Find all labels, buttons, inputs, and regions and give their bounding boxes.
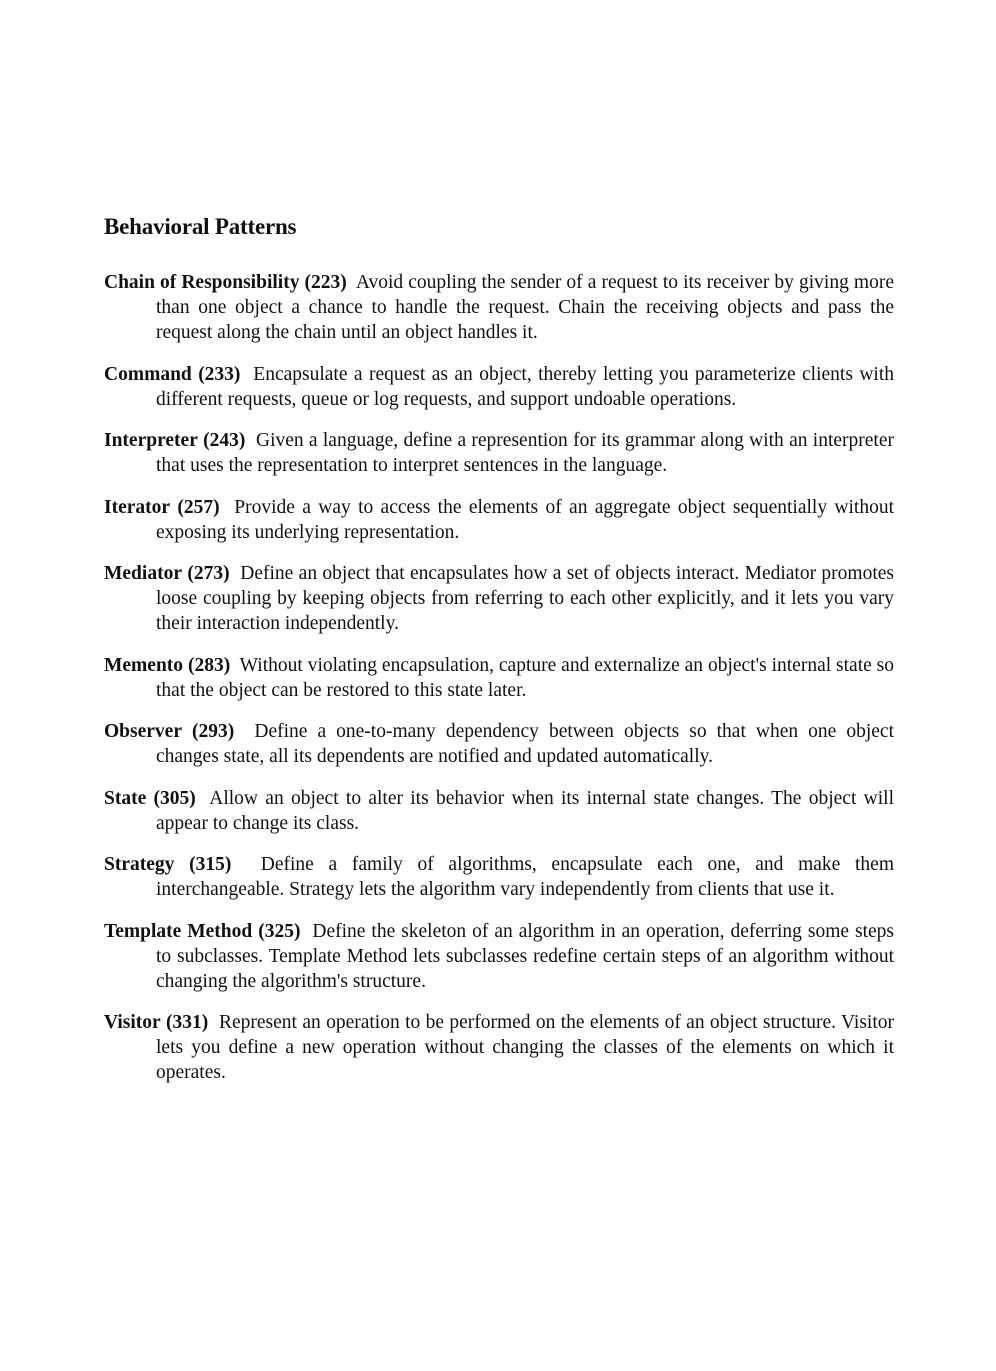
pattern-page-ref: (325)	[258, 920, 301, 942]
pattern-entry-iterator	[104, 495, 894, 545]
pattern-entry-template-method	[104, 919, 894, 994]
pattern-description: Define a one-to-many dependency between objects so that when one object changes state, all its dependents are notified and updated automatically.	[156, 721, 895, 767]
section-heading: Behavioral Patterns	[104, 214, 297, 239]
pattern-page-ref: (257)	[177, 496, 220, 518]
pattern-description: Allow an object to alter its behavior when its internal state changes. The object will appear to change its class.	[156, 787, 894, 834]
pattern-entry-command	[104, 362, 894, 412]
pattern-description: Define the skeleton of an algorithm in an operation, deferring some steps to subclasses. Template Method lets subclasses redefine certain steps of an algorithm without changing the algorithm's structure.	[156, 920, 895, 992]
pattern-description: Given a language, define a represention for its grammar along with an interpreter that uses the representation to interpret sentences in the language.	[156, 430, 894, 476]
pattern-page-ref: (305)	[153, 787, 196, 809]
pattern-description: Provide a way to access the elements of an aggregate object sequentially without exposing its underlying representation.	[156, 496, 894, 543]
pattern-name: Mediator	[104, 563, 182, 584]
pattern-page-ref: (243)	[203, 430, 246, 451]
pattern-entry-visitor	[104, 1010, 894, 1085]
pattern-page-ref: (293)	[192, 721, 235, 742]
pattern-description: Define an object that encapsulates how a set of objects interact. Mediator promotes loose coupling by keeping objects from referring to each other explicitly, and it lets you vary their interaction independently.	[156, 563, 894, 634]
pattern-list	[104, 270, 894, 1102]
pattern-page-ref: (283)	[187, 654, 231, 676]
pattern-description: Define a family of algorithms, encapsulate each one, and make them interchangeable. Strategy lets the algorithm vary independently from clients that use it.	[156, 854, 894, 900]
pattern-page-ref: (223)	[304, 272, 347, 293]
pattern-entry-observer	[104, 719, 894, 769]
pattern-entry-state	[104, 786, 894, 836]
pattern-name: Visitor	[104, 1012, 161, 1033]
pattern-description: Represent an operation to be performed on the elements of an object structure. Visitor lets you define a new operation without changing the classes of the elements on which it operates.	[156, 1012, 895, 1083]
pattern-name: Command	[104, 363, 192, 385]
pattern-name: Interpreter	[104, 430, 198, 451]
pattern-description: Without violating encapsulation, capture and externalize an object's internal state so that the object can be restored to this state later.	[156, 654, 895, 701]
pattern-name: Memento	[104, 654, 184, 676]
pattern-entry-chain-of-responsibility	[104, 270, 894, 345]
pattern-name: Iterator	[104, 496, 171, 518]
pattern-name: Strategy	[104, 854, 175, 875]
pattern-entry-interpreter	[104, 428, 894, 478]
pattern-entry-mediator	[104, 561, 894, 636]
pattern-description: Encapsulate a request as an object, thereby letting you parameterize clients with different requests, queue or log requests, and support undoable operations.	[156, 363, 895, 410]
pattern-name: State	[104, 787, 147, 809]
pattern-entry-strategy	[104, 852, 894, 902]
pattern-entry-memento	[104, 653, 894, 703]
pattern-name: Observer	[104, 721, 182, 742]
pattern-page-ref: (315)	[189, 854, 232, 875]
pattern-description: Avoid coupling the sender of a request to its receiver by giving more than one object a chance to handle the request. Chain the receiving objects and pass the request along the chain until an object handles it.	[156, 272, 894, 343]
pattern-name: Template Method	[104, 920, 253, 942]
pattern-name: Chain of Responsibility	[104, 272, 300, 293]
pattern-page-ref: (233)	[198, 363, 241, 385]
pattern-page-ref: (331)	[166, 1012, 209, 1033]
pattern-page-ref: (273)	[187, 563, 230, 584]
